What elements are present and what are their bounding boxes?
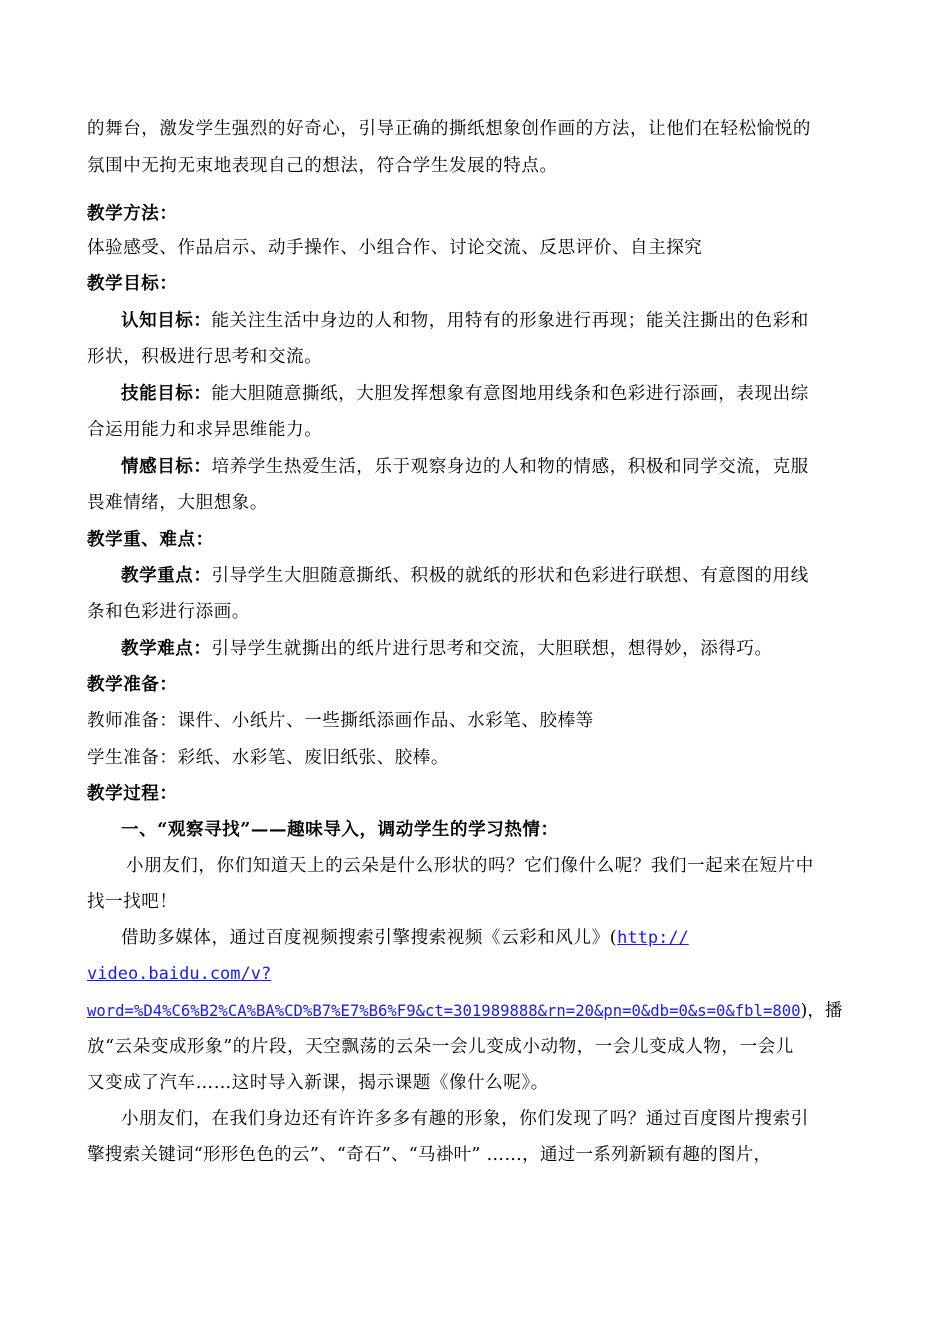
- prep-student: 学生准备：彩纸、水彩笔、废旧纸张、胶棒。: [87, 748, 449, 768]
- para3-line-2: 擎搜索关键词“形形色色的云”、“奇石”、“马褂叶” ……，通过一系列新颖有趣的图片，: [87, 1145, 772, 1165]
- goal-emotion-line-2: 畏难情绪，大胆想象。: [87, 493, 268, 513]
- para2-line-2: [87, 962, 271, 986]
- para1-line-1: 小朋友们，你们知道天上的云朵是什么形状的吗？它们像什么呢？我们一起来在短片中: [126, 856, 814, 876]
- difficult-point-text: 引导学生就撕出的纸片进行思考和交流，大胆联想，想得妙，添得巧。: [211, 639, 773, 659]
- key-point-label: 教学重点：: [121, 566, 212, 586]
- para2-line-4: 放“云朵变成形象”的片段，天空飘荡的云朵一会儿变成小动物，一会儿变成人物，一会儿: [87, 1037, 794, 1057]
- key-point-line-2: 条和色彩进行添画。: [87, 602, 250, 622]
- goal-skill-line-2: 合运用能力和求异思维能力。: [87, 420, 323, 440]
- goal-cognitive-line-1: [121, 309, 809, 333]
- heading-process: 教学过程：: [87, 784, 178, 804]
- heading-key-difficult: 教学重、难点：: [87, 530, 214, 550]
- goal-cognitive-text: 能关注生活中身边的人和物，用特有的形象进行再现；能关注撕出的色彩和: [211, 311, 809, 331]
- heading-teaching-goal: 教学目标：: [87, 274, 178, 294]
- para2-line-3: [87, 999, 842, 1023]
- para2-line-5: 又变成了汽车……这时导入新课，揭示课题《像什么呢》。: [87, 1073, 549, 1093]
- para2-text: 借助多媒体，通过百度视频搜索引擎搜索视频《云彩和风儿》(: [121, 928, 618, 948]
- intro-line-2: 氛围中无拘无束地表现自己的想法，符合学生发展的特点。: [87, 156, 558, 176]
- goal-skill-label: 技能目标：: [121, 384, 212, 404]
- video-link-part-3[interactable]: word=%D4%C6%B2%CA%BA%CD%B7%E7%B6%F9&ct=301989888&rn=20&pn=0&db=0&s=0&fbl=800: [87, 1002, 801, 1020]
- difficult-point-label: 教学难点：: [121, 639, 212, 659]
- video-link-part-1[interactable]: http://: [617, 928, 689, 948]
- intro-line-1: 的舞台，激发学生强烈的好奇心，引导正确的撕纸想象创作画的方法，让他们在轻松愉悦的: [87, 119, 811, 139]
- para2-line-3-tail: )，播: [800, 1001, 843, 1021]
- goal-emotion-text: 培养学生热爱生活，乐于观察身边的人和物的情感，积极和同学交流，克服: [211, 457, 809, 477]
- goal-skill-text: 能大胆随意撕纸，大胆发挥想象有意图地用线条和色彩进行添画，表现出综: [211, 384, 809, 404]
- goal-emotion-label: 情感目标：: [121, 457, 212, 477]
- para1-line-2: 找一找吧！: [87, 892, 178, 912]
- goal-skill-line-1: [121, 382, 809, 406]
- goal-cognitive-label: 认知目标：: [121, 311, 212, 331]
- para3-line-1: 小朋友们，在我们身边还有许许多多有趣的形象，你们发现了吗？通过百度图片搜索引: [121, 1109, 809, 1129]
- heading-teaching-method: 教学方法：: [87, 204, 178, 224]
- teaching-method-text: 体验感受、作品启示、动手操作、小组合作、讨论交流、反思评价、自主探究: [87, 238, 703, 258]
- para2-line-1: [121, 926, 689, 950]
- goal-emotion-line-1: [121, 455, 809, 479]
- heading-preparation: 教学准备：: [87, 675, 178, 695]
- key-point-line-1: [121, 564, 809, 588]
- difficult-point-line: [121, 637, 773, 661]
- goal-cognitive-line-2: 形状，积极进行思考和交流。: [87, 347, 323, 367]
- video-link-part-2[interactable]: video.baidu.com/v?: [87, 964, 272, 984]
- prep-teacher: 教师准备：课件、小纸片、一些撕纸添画作品、水彩笔、胶棒等: [87, 711, 594, 731]
- key-point-text: 引导学生大胆随意撕纸、积极的就纸的形状和色彩进行联想、有意图的用线: [211, 566, 809, 586]
- step1-title: 一、“观察寻找”——趣味导入，调动学生的学习热情：: [121, 820, 559, 840]
